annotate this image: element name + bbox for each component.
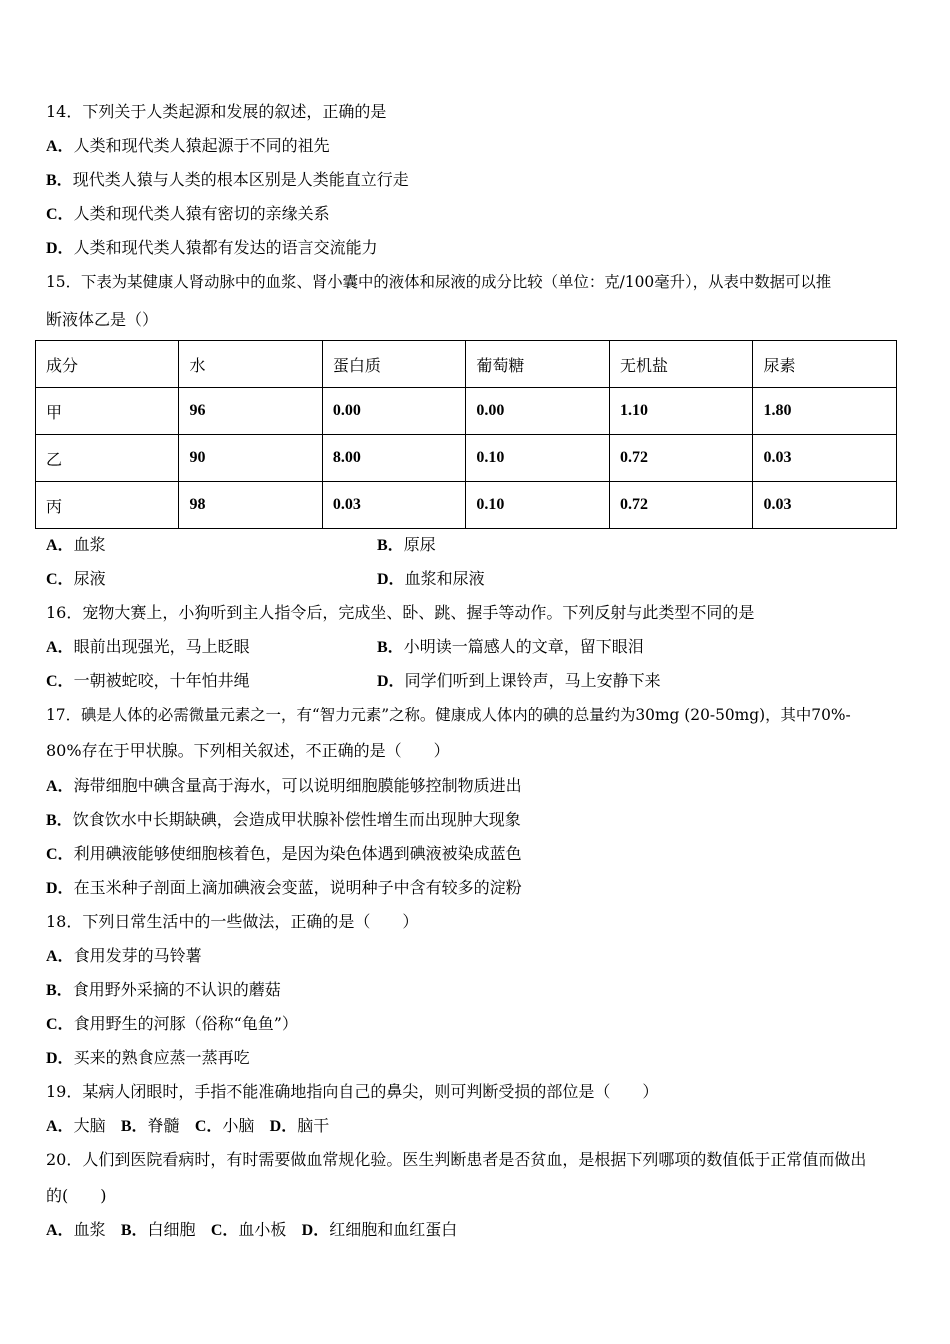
q18-option-a: A．食用发芽的马铃薯: [46, 946, 202, 965]
table-cell: 丙: [36, 482, 179, 529]
table-cell: 1.10: [609, 388, 753, 435]
q15-option-d: D．血浆和尿液: [377, 569, 485, 588]
table-header-cell: 成分: [36, 341, 179, 388]
q18-option-c: C．食用野生的河豚（俗称“龟鱼”）: [46, 1014, 298, 1033]
table-row: [36, 388, 897, 435]
table-cell: 1.80: [753, 388, 897, 435]
table-cell: 0.03: [322, 482, 466, 529]
q18-option-d: D．买来的熟食应蒸一蒸再吃: [46, 1048, 250, 1067]
q17-option-a: A．海带细胞中碘含量高于海水，可以说明细胞膜能够控制物质进出: [46, 776, 522, 795]
table-header-cell: 尿素: [753, 341, 897, 388]
q17-stem-line2: 80%存在于甲状腺。下列相关叙述，不正确的是（ ）: [46, 741, 450, 760]
q16-option-b: B．小明读一篇感人的文章，留下眼泪: [377, 637, 644, 656]
q19-stem: 19．某病人闭眼时，手指不能准确地指向自己的鼻尖，则可判断受损的部位是（ ）: [46, 1082, 659, 1101]
table-cell: 0.72: [609, 482, 753, 529]
table-cell: 0.72: [609, 435, 753, 482]
q15-option-a: A．血浆: [46, 535, 106, 554]
table-cell: 甲: [36, 388, 179, 435]
q20-stem-line1: 20．人们到医院看病时，有时需要做血常规化验。医生判断患者是否贫血，是根据下列哪项的数值低于正常值而做出: [46, 1150, 867, 1169]
table-cell: 乙: [36, 435, 179, 482]
q15-option-b: B．原尿: [377, 535, 436, 554]
composition-table: [35, 340, 897, 529]
table-cell: 0.10: [466, 482, 610, 529]
q17-option-d: D．在玉米种子剖面上滴加碘液会变蓝，说明种子中含有较多的淀粉: [46, 878, 522, 897]
q14-option-d: D．人类和现代类人猿都有发达的语言交流能力: [46, 238, 378, 257]
q15-stem-line1: 15．下表为某健康人肾动脉中的血浆、肾小囊中的液体和尿液的成分比较（单位：克/100毫升），从表中数据可以推: [46, 273, 832, 291]
table-cell: 96: [179, 388, 322, 435]
q15-stem-line2: 断液体乙是（）: [46, 310, 159, 329]
q17-option-c: C．利用碘液能够使细胞核着色，是因为染色体遇到碘液被染成蓝色: [46, 844, 522, 863]
table-cell: 8.00: [322, 435, 466, 482]
q14-option-a: A．人类和现代类人猿起源于不同的祖先: [46, 136, 330, 155]
table-cell: 0.03: [753, 435, 897, 482]
q16-stem: 16．宠物大赛上，小狗听到主人指令后，完成坐、卧、跳、握手等动作。下列反射与此类型不同的是: [46, 603, 755, 622]
table-cell: 0.10: [466, 435, 610, 482]
q19-options: A．大脑 B．脊髓 C．小脑 D．脑干: [46, 1116, 330, 1135]
table-cell: 0.00: [322, 388, 466, 435]
q18-stem: 18．下列日常生活中的一些做法，正确的是（ ）: [46, 912, 419, 931]
table-header-cell: 无机盐: [609, 341, 753, 388]
q15-option-c: C．尿液: [46, 569, 106, 588]
table-header-cell: 蛋白质: [322, 341, 466, 388]
q20-stem-line2: 的( ): [46, 1186, 107, 1205]
table-cell: 90: [179, 435, 322, 482]
q18-option-b: B．食用野外采摘的不认识的蘑菇: [46, 980, 281, 999]
table-header-cell: 葡萄糖: [466, 341, 610, 388]
q16-option-c: C．一朝被蛇咬，十年怕井绳: [46, 671, 250, 690]
q17-stem-line1: 17．碘是人体的必需微量元素之一，有“智力元素”之称。健康成人体内的碘的总量约为30mg (20-50mg)，其中70%-: [46, 706, 851, 724]
table-header-row: [36, 341, 897, 388]
table-header-cell: 水: [179, 341, 322, 388]
table-cell: 0.00: [466, 388, 610, 435]
q14-stem: 14．下列关于人类起源和发展的叙述，正确的是: [46, 102, 387, 121]
q14-option-c: C．人类和现代类人猿有密切的亲缘关系: [46, 204, 330, 223]
q20-options: A．血浆 B．白细胞 C．血小板 D．红细胞和血红蛋白: [46, 1220, 458, 1239]
q14-option-b: B．现代类人猿与人类的根本区别是人类能直立行走: [46, 170, 409, 189]
table-row: [36, 482, 897, 529]
table-row: [36, 435, 897, 482]
table-cell: 98: [179, 482, 322, 529]
q16-option-d: D．同学们听到上课铃声，马上安静下来: [377, 671, 661, 690]
table-cell: 0.03: [753, 482, 897, 529]
q16-option-a: A．眼前出现强光，马上眨眼: [46, 637, 250, 656]
q17-option-b: B．饮食饮水中长期缺碘，会造成甲状腺补偿性增生而出现肿大现象: [46, 810, 521, 829]
